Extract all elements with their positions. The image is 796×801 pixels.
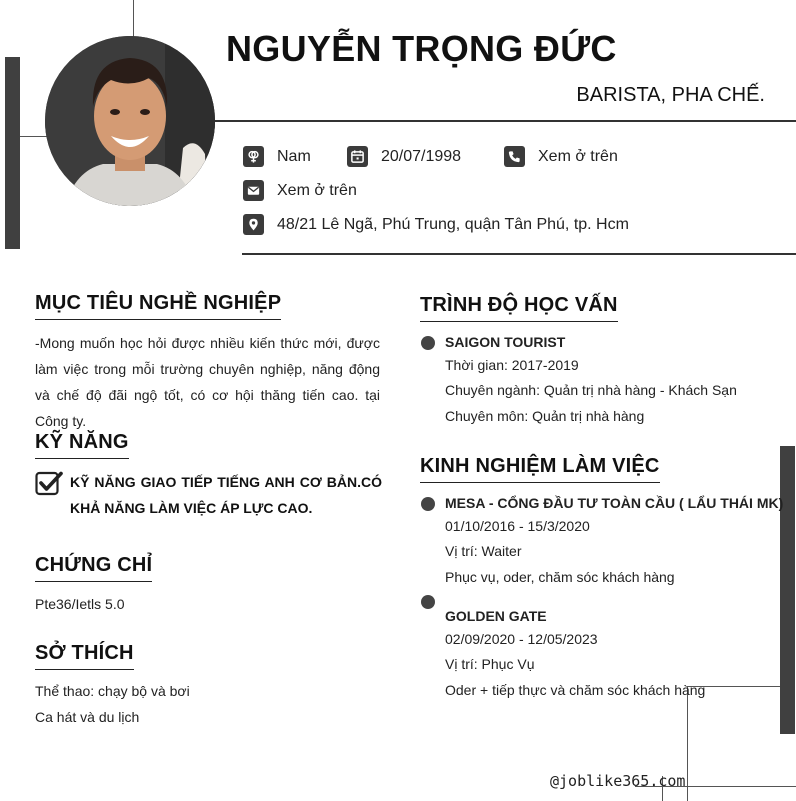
left-connector-line bbox=[20, 136, 48, 137]
location-pin-icon bbox=[243, 214, 264, 235]
candidate-name: NGUYỄN TRỌNG ĐỨC bbox=[226, 28, 617, 69]
bottom-frame-vertical bbox=[687, 686, 688, 801]
education-period: Thời gian: 2017-2019 bbox=[445, 357, 579, 373]
experience-position: Vị trí: Phục Vụ bbox=[445, 656, 535, 672]
skill-item: KỸ NĂNG GIAO TIẾP TIẾNG ANH CƠ BẢN.CÓ KHẢ NĂNG LÀM VIỆC ÁP LỰC CAO. bbox=[70, 474, 382, 516]
calendar-icon bbox=[347, 146, 368, 167]
bullet-dot bbox=[421, 497, 435, 511]
contact-birthday bbox=[347, 146, 461, 167]
experience-title: KINH NGHIỆM LÀM VIỆC bbox=[420, 455, 660, 483]
email-value: Xem ở trên bbox=[277, 181, 357, 199]
education-subject: Chuyên môn: Quản trị nhà hàng bbox=[445, 408, 645, 424]
contact-address bbox=[243, 214, 629, 235]
hobby-item: Thể thao: chạy bộ và bơi bbox=[35, 683, 190, 699]
certificates-title: CHỨNG CHỈ bbox=[35, 554, 152, 582]
phone-icon bbox=[504, 146, 525, 167]
gender-value: Nam bbox=[277, 147, 311, 165]
left-accent-bar bbox=[5, 57, 20, 249]
education-major: Chuyên ngành: Quản trị nhà hàng - Khách Sạn bbox=[445, 382, 737, 398]
objective-text: -Mong muốn học hỏi được nhiều kiến thức mới, được làm việc trong mỗi trường chuyên nghiệp, năng động và chế độ đãi ngộ tốt, có cơ hội thăng tiến cao. tại Công ty. bbox=[35, 335, 380, 429]
education-school: SAIGON TOURIST bbox=[445, 334, 566, 350]
top-vertical-line bbox=[133, 0, 134, 40]
phone-value: Xem ở trên bbox=[538, 147, 618, 165]
experience-company: GOLDEN GATE bbox=[445, 608, 547, 624]
avatar-photo bbox=[45, 36, 215, 206]
avatar bbox=[45, 36, 215, 206]
contact-phone bbox=[504, 146, 618, 167]
job-title: BARISTA, PHA CHẾ. bbox=[576, 84, 765, 106]
experience-period: 02/09/2020 - 12/05/2023 bbox=[445, 631, 598, 647]
contact-divider bbox=[242, 253, 796, 255]
bullet-dot bbox=[421, 336, 435, 350]
objective-title: MỤC TIÊU NGHỀ NGHIỆP bbox=[35, 292, 281, 320]
right-accent-bar bbox=[780, 446, 795, 734]
checkbox-checked-icon bbox=[35, 470, 63, 496]
education-title: TRÌNH ĐỘ HỌC VẤN bbox=[420, 294, 618, 322]
experience-duties: Phục vụ, oder, chăm sóc khách hàng bbox=[445, 569, 675, 585]
address-value: 48/21 Lê Ngã, Phú Trung, quận Tân Phú, tp. Hcm bbox=[277, 215, 629, 233]
hobbies-title: SỞ THÍCH bbox=[35, 642, 134, 670]
watermark: @joblike365.com bbox=[550, 772, 686, 790]
contact-email bbox=[243, 180, 357, 201]
hobby-item: Ca hát và du lịch bbox=[35, 709, 140, 725]
experience-period: 01/10/2016 - 15/3/2020 bbox=[445, 518, 590, 534]
contact-gender bbox=[243, 146, 311, 167]
header-divider bbox=[215, 120, 796, 122]
experience-position: Vị trí: Waiter bbox=[445, 543, 522, 559]
gender-icon bbox=[243, 146, 264, 167]
bullet-dot bbox=[421, 595, 435, 609]
mail-icon bbox=[243, 180, 264, 201]
skills-title: KỸ NĂNG bbox=[35, 431, 129, 459]
birthday-value: 20/07/1998 bbox=[381, 147, 462, 165]
experience-duties: Oder + tiếp thực và chăm sóc khách hàng bbox=[445, 682, 706, 698]
certificate-item: Pte36/Ietls 5.0 bbox=[35, 596, 125, 612]
experience-company: MESA - CỔNG ĐẦU TƯ TOÀN CẦU ( LẨU THÁI MK) bbox=[445, 495, 784, 511]
